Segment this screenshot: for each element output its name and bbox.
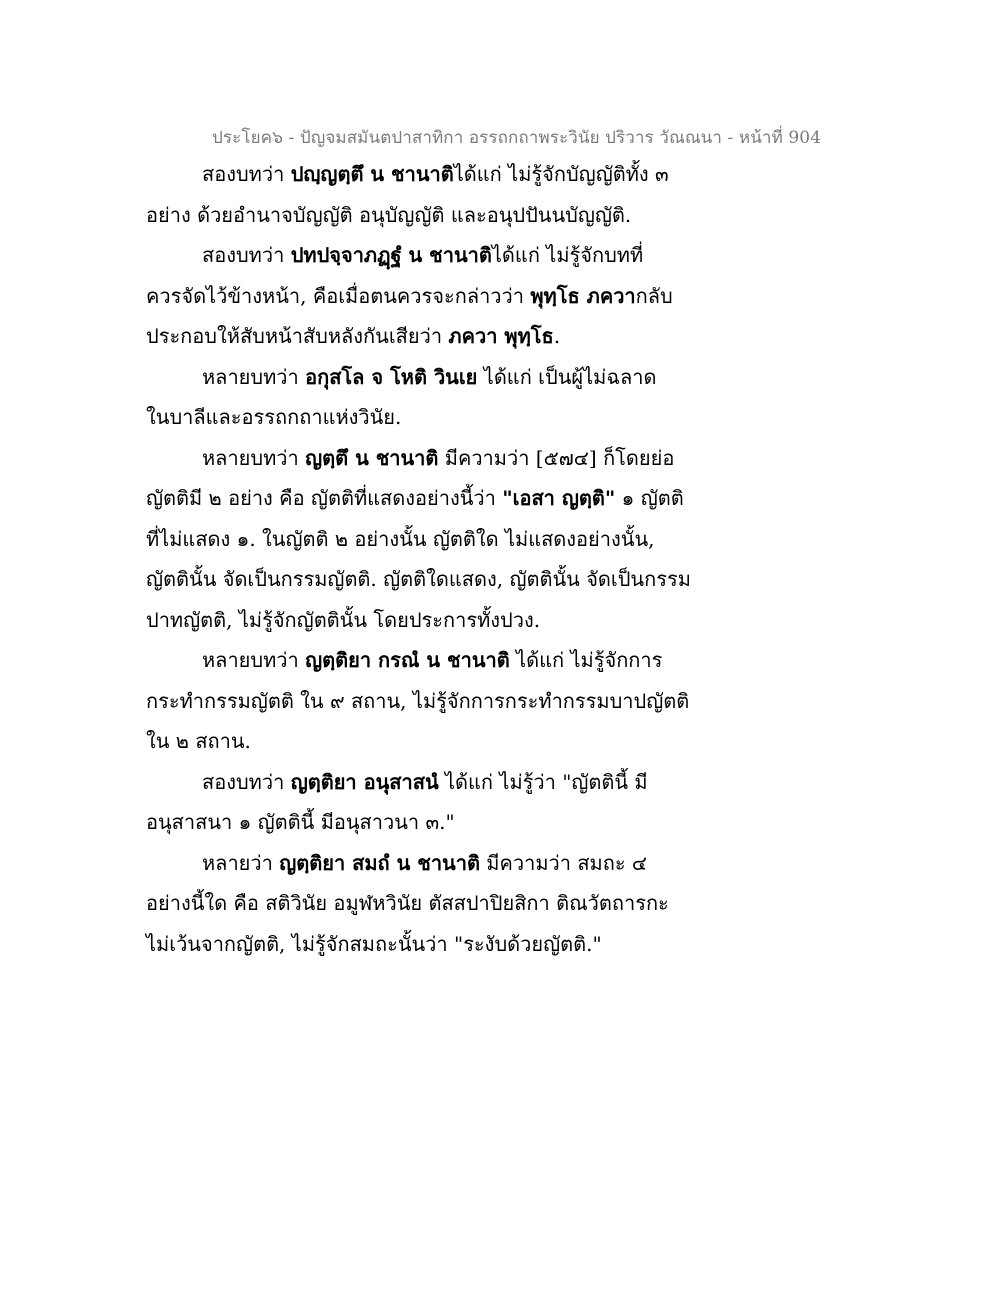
- paragraph: [146, 235, 686, 357]
- text-line: [146, 600, 686, 641]
- text-segment: ปาทญัตติ, ไม่รู้จักญัตตินั้น โดยประการทั้งปวง.: [146, 607, 541, 632]
- paragraph: [146, 154, 686, 235]
- text-segment: อย่างนี้ใด คือ สติวินัย อมูฬหวินัย ตัสสปาปิยสิกา ติณวัตถารกะ: [146, 891, 669, 915]
- bold-term: ปทปจฺจาภฏฺฐํ น ชานาติ: [290, 243, 492, 267]
- text-segment: กระทำกรรมญัตติ ใน ๙ สถาน, ไม่รู้จักการกระทำกรรมบาปญัตติ: [146, 688, 690, 713]
- text-line: [146, 883, 686, 924]
- text-segment: ไม่เว้นจากญัตติ, ไม่รู้จักสมถะนั้นว่า "ระงับด้วยญัตติ.": [146, 931, 602, 956]
- text-segment: หลายบทว่า: [202, 364, 306, 389]
- text-segment: ได้แก่ ไม่รู้จักบัญญัติทั้ง ๓: [453, 162, 669, 186]
- text-segment: กลับ: [635, 283, 673, 308]
- text-line: [146, 843, 686, 884]
- text-segment: สองบทว่า: [202, 243, 291, 267]
- text-segment: อนุสาสนา ๑ ญัตตินี้ มีอนุสาวนา ๓.": [146, 810, 455, 834]
- text-segment: ญัตตินั้น จัดเป็นกรรมญัตติ. ญัตติใดแสดง, ญัตตินั้น จัดเป็นกรรม: [146, 567, 691, 591]
- text-line: [146, 478, 686, 519]
- text-segment: .: [553, 324, 561, 348]
- bold-term: "เอสา ญตฺติ": [502, 486, 616, 510]
- text-line: [146, 154, 686, 195]
- text-segment: ควรจัดไว้ข้างหน้า, คือเมื่อตนควรจะกล่าวว่า: [146, 283, 531, 308]
- text-segment: หลายบทว่า: [202, 445, 306, 470]
- text-line: [146, 802, 686, 843]
- text-line: [146, 559, 691, 600]
- text-segment: ได้แก่ ไม่รู้ว่า "ญัตตินี้ มี: [438, 769, 648, 794]
- text-segment: สองบทว่า: [202, 162, 291, 186]
- bold-term: ญตฺติยา กรณํ น ชานาติ: [305, 648, 510, 672]
- text-line: [146, 681, 690, 722]
- page-header: ประโยค๖ - ปัญจมสมันตปาสาทิกา อรรถกถาพระวินัย ปริวาร วัณณนา - หน้าที่ 904: [212, 128, 822, 148]
- bold-term: ญตฺติยา สมถํ น ชานาติ: [279, 850, 480, 875]
- text-segment: ที่ไม่แสดง ๑. ในญัตติ ๒ อย่างนั้น ญัตติใด ไม่แสดงอย่างนั้น,: [146, 526, 655, 551]
- text-segment: มีความว่า สมถะ ๔: [479, 850, 648, 875]
- paragraph: [146, 438, 691, 641]
- bold-term: พุทฺโธ ภควา: [530, 283, 636, 308]
- text-line: [146, 762, 686, 803]
- text-line: [146, 276, 686, 317]
- text-segment: ประกอบให้สับหน้าสับหลังกันเสียว่า: [146, 324, 449, 348]
- text-segment: อย่าง ด้วยอำนาจบัญญัติ อนุบัญญัติ และอนุปปันนบัญญัติ.: [146, 202, 632, 227]
- text-line: [146, 357, 686, 398]
- paragraph: [146, 640, 690, 762]
- paragraph: [146, 843, 686, 965]
- text-line: [146, 195, 686, 236]
- text-segment: ญัตติมี ๒ อย่าง คือ ญัตติที่แสดงอย่างนี้ว่า: [146, 486, 503, 510]
- text-line: [146, 316, 686, 357]
- document-body: [146, 154, 691, 964]
- text-segment: สองบทว่า: [202, 769, 291, 794]
- text-line: [146, 640, 686, 681]
- bold-term: ญตฺติยา อนุสาสนํ: [290, 769, 439, 794]
- text-line: [146, 438, 686, 479]
- paragraph: [146, 357, 686, 438]
- text-segment: ๑ ญัตติ: [615, 486, 684, 510]
- text-segment: หลายว่า: [202, 850, 280, 875]
- text-line: [146, 235, 686, 276]
- paragraph: [146, 762, 686, 843]
- text-segment: ใน ๒ สถาน.: [146, 729, 251, 753]
- text-segment: ในบาลีและอรรถกถาแห่งวินัย.: [146, 405, 402, 429]
- text-segment: ได้แก่ ไม่รู้จักบทที่: [491, 243, 644, 267]
- text-segment: มีความว่า [๕๗๔] ก็โดยย่อ: [438, 445, 675, 470]
- text-segment: ได้แก่ เป็นผู้ไม่ฉลาด: [477, 364, 657, 389]
- bold-term: อกุสโล จ โหติ วินเย: [305, 364, 478, 389]
- text-line: [146, 519, 686, 560]
- text-segment: หลายบทว่า: [202, 648, 306, 672]
- text-segment: ได้แก่ ไม่รู้จักการ: [509, 648, 663, 672]
- bold-term: ปญฺญตฺตึ น ชานาติ: [290, 162, 454, 186]
- bold-term: ญตฺตึ น ชานาติ: [305, 445, 439, 470]
- text-line: [146, 924, 686, 965]
- bold-term: ภควา พุทฺโธ: [448, 324, 554, 348]
- text-line: [146, 397, 686, 438]
- text-line: [146, 721, 686, 762]
